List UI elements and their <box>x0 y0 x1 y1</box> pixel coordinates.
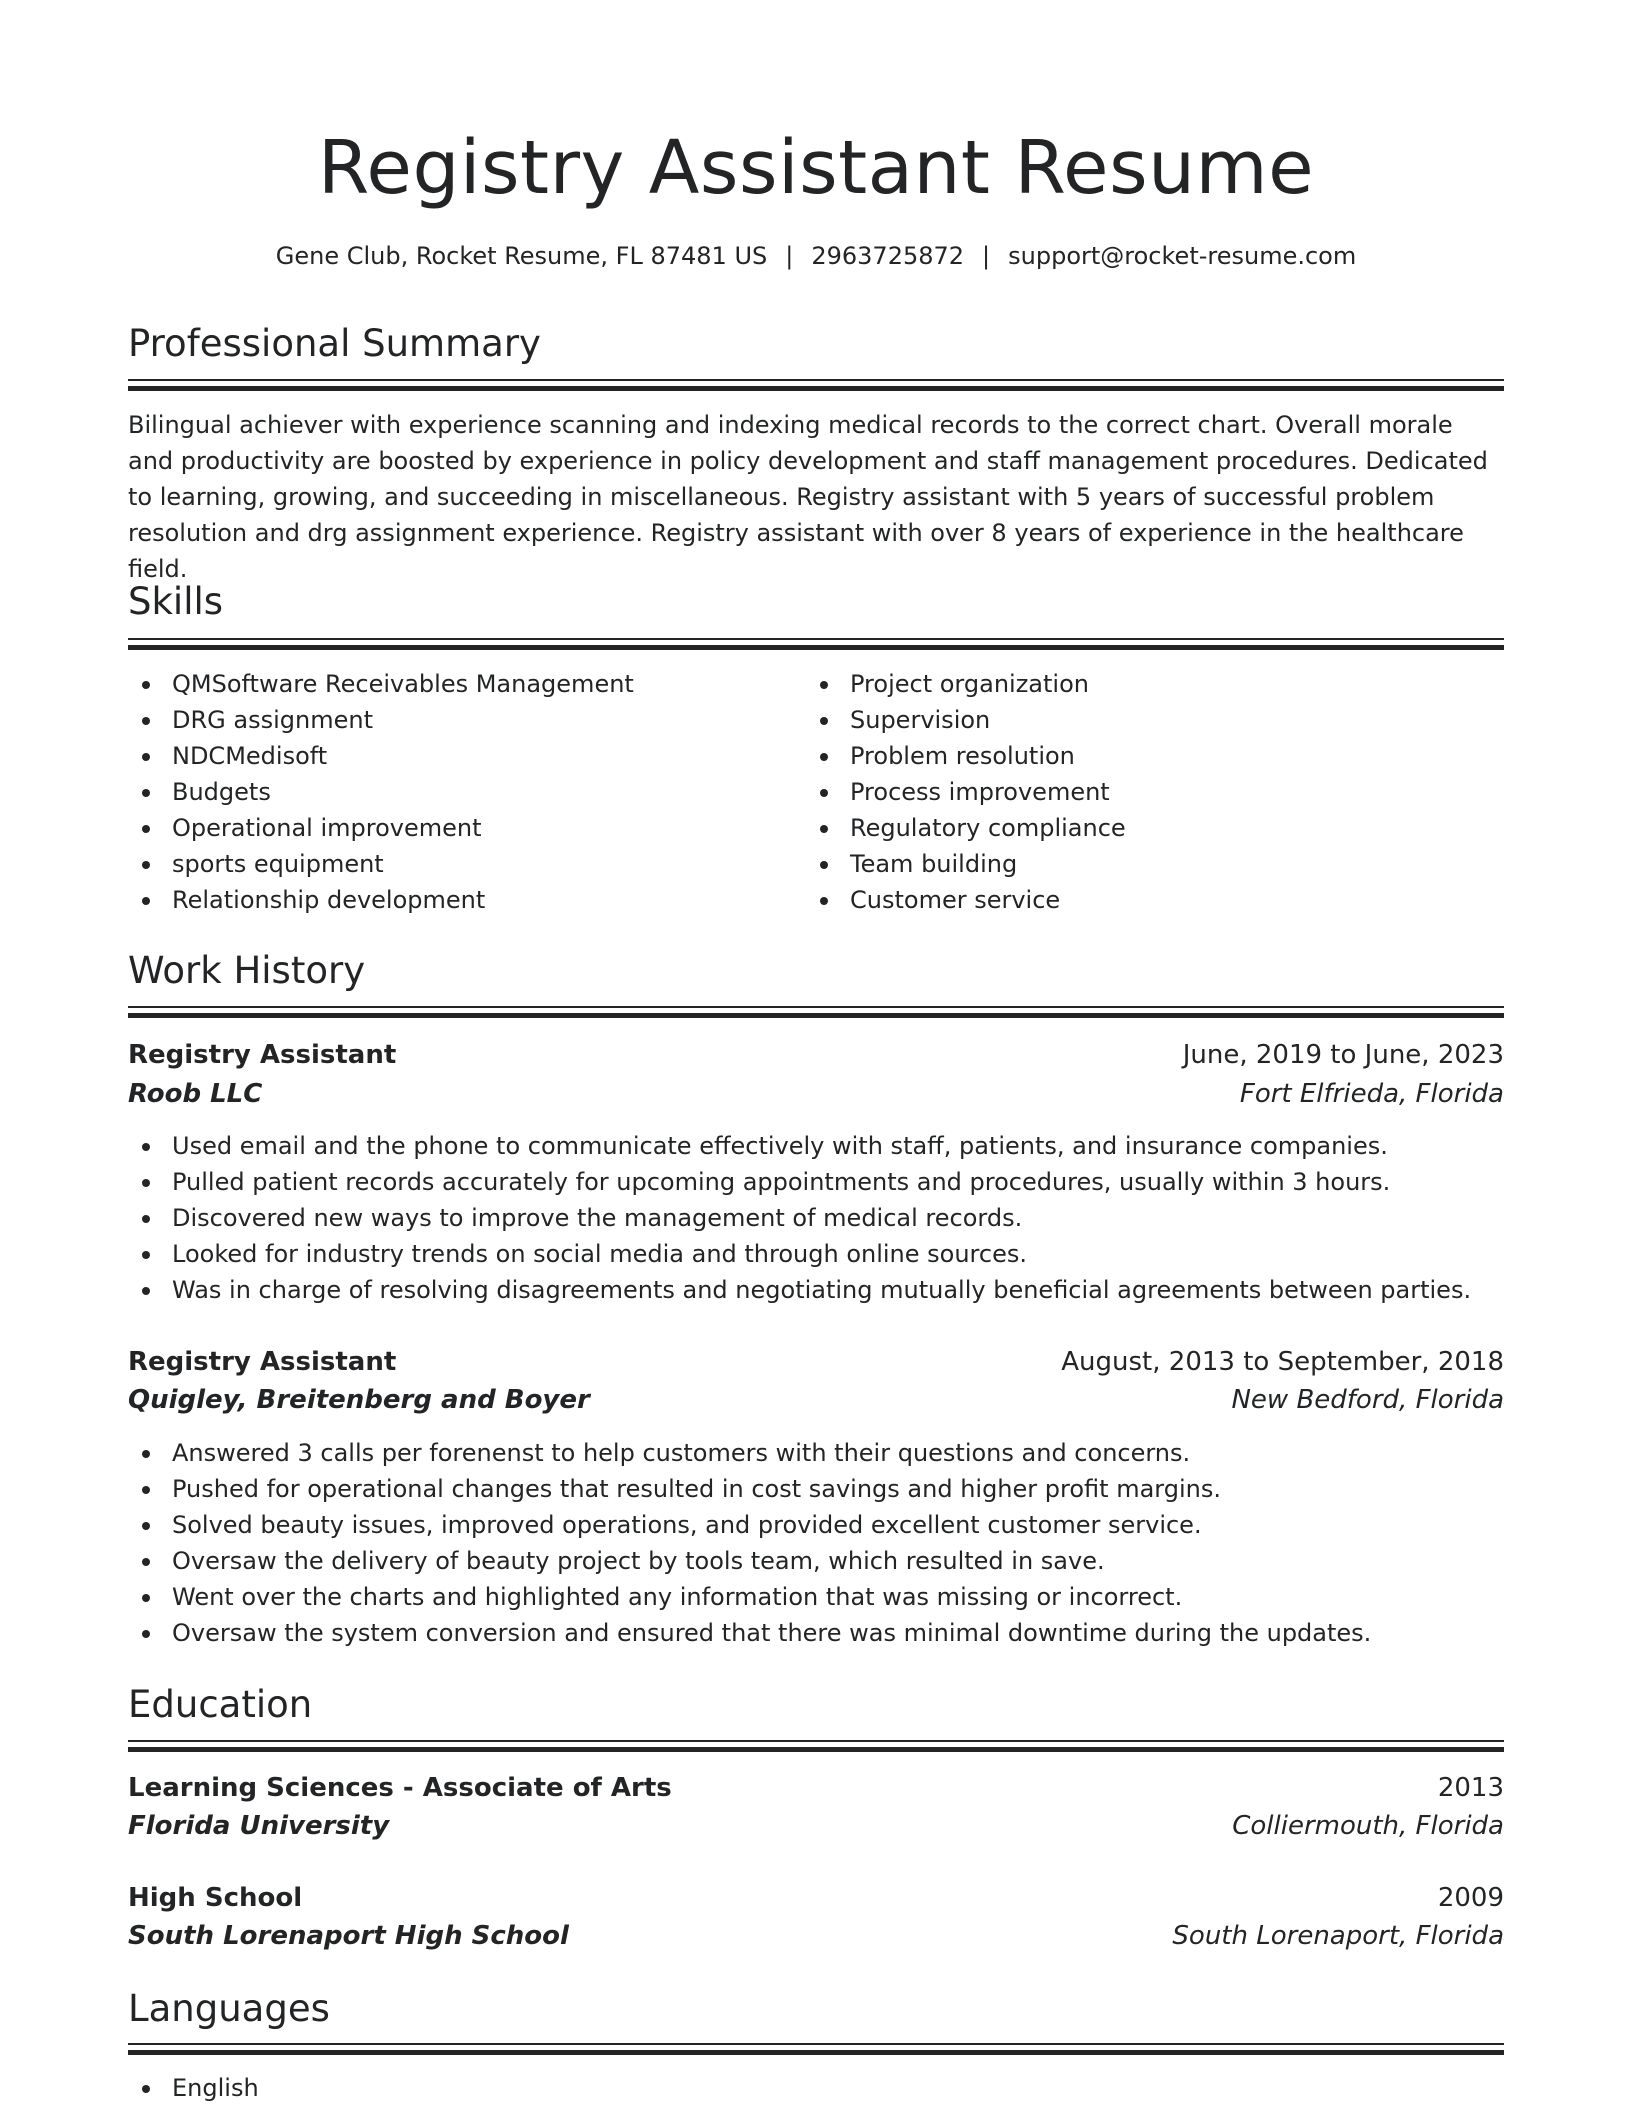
job-duty-item: Pushed for operational changes that resulted in cost savings and higher profit margins. <box>128 1471 1371 1507</box>
education-degree: Learning Sciences - Associate of Arts <box>128 1773 672 1803</box>
job-company: Roob LLC <box>128 1079 263 1109</box>
education-location: Colliermouth, Florida <box>1232 1811 1504 1841</box>
skill-item: sports equipment <box>128 846 634 882</box>
job-duty-item: Went over the charts and highlighted any information that was missing or incorrect. <box>128 1579 1371 1615</box>
skill-item: Operational improvement <box>128 810 634 846</box>
job-duty-item: Answered 3 calls per forenenst to help customers with their questions and concerns. <box>128 1435 1371 1471</box>
skill-item: QMSoftware Receivables Management <box>128 666 634 702</box>
education-year: 2013 <box>1437 1773 1504 1803</box>
job-location: Fort Elfrieda, Florida <box>1239 1079 1504 1109</box>
skill-item: Project organization <box>806 666 1126 702</box>
education-header <box>128 1769 1504 1807</box>
skills-list-left <box>128 666 634 918</box>
education-school: South Lorenaport High School <box>128 1921 569 1951</box>
contact-address: Gene Club, Rocket Resume, FL 87481 US <box>275 242 768 270</box>
skill-item: Regulatory compliance <box>806 810 1126 846</box>
section-divider <box>128 1740 1504 1752</box>
language-item: English <box>128 2070 259 2106</box>
summary-text: Bilingual achiever with experience scanning and indexing medical records to the correct chart. Overall morale and productivity are boosted by experience in policy development and staff management procedures. Dedicated to learning, growing, and succeeding in miscellaneous. Registry assistant with 5 years of successful problem resolution and drg assignment experience. Registry assistant with over 8 years of experience in the healthcare field. <box>128 411 1488 583</box>
skill-item: Process improvement <box>806 774 1126 810</box>
job-dates: August, 2013 to September, 2018 <box>1061 1347 1504 1377</box>
section-heading-work-history: Work History <box>128 949 366 992</box>
education-year: 2009 <box>1437 1883 1504 1913</box>
languages-list <box>128 2070 259 2106</box>
job-duty-item: Oversaw the system conversion and ensured that there was minimal downtime during the updates. <box>128 1615 1371 1651</box>
job-employer <box>128 1075 1504 1113</box>
job-duties-list <box>128 1435 1371 1651</box>
job-duty-item: Looked for industry trends on social media and through online sources. <box>128 1236 1471 1272</box>
contact-separator: | <box>982 242 991 270</box>
section-divider <box>128 2043 1504 2055</box>
education-location: South Lorenaport, Florida <box>1172 1921 1504 1951</box>
contact-separator: | <box>785 242 794 270</box>
job-title: Registry Assistant <box>128 1347 397 1377</box>
job-header <box>128 1343 1504 1381</box>
job-employer <box>128 1381 1504 1419</box>
skill-item: Team building <box>806 846 1126 882</box>
skill-item: NDCMedisoft <box>128 738 634 774</box>
skill-item: DRG assignment <box>128 702 634 738</box>
job-header <box>128 1036 1504 1074</box>
section-divider <box>128 638 1504 650</box>
resume-title: Registry Assistant Resume <box>317 125 1315 211</box>
section-divider <box>128 1006 1504 1018</box>
section-heading-education: Education <box>128 1683 313 1726</box>
education-school-row <box>128 1807 1504 1845</box>
contact-phone: 2963725872 <box>811 242 965 270</box>
section-heading-skills: Skills <box>128 580 224 623</box>
job-title: Registry Assistant <box>128 1040 397 1070</box>
contact-email: support@rocket-resume.com <box>1008 242 1357 270</box>
education-school-row <box>128 1917 1504 1955</box>
section-heading-summary: Professional Summary <box>128 322 541 365</box>
job-duty-item: Discovered new ways to improve the management of medical records. <box>128 1200 1471 1236</box>
job-duty-item: Used email and the phone to communicate effectively with staff, patients, and insurance companies. <box>128 1128 1471 1164</box>
job-duty-item: Solved beauty issues, improved operations, and provided excellent customer service. <box>128 1507 1371 1543</box>
skill-item: Budgets <box>128 774 634 810</box>
education-school: Florida University <box>128 1811 390 1841</box>
education-header <box>128 1879 1504 1917</box>
skill-item: Problem resolution <box>806 738 1126 774</box>
job-company: Quigley, Breitenberg and Boyer <box>128 1385 590 1415</box>
job-dates: June, 2019 to June, 2023 <box>1182 1040 1504 1070</box>
skill-item: Supervision <box>806 702 1126 738</box>
education-degree: High School <box>128 1883 303 1913</box>
skills-list-right <box>806 666 1126 918</box>
section-divider <box>128 379 1504 391</box>
job-location: New Bedford, Florida <box>1231 1385 1504 1415</box>
job-duty-item: Was in charge of resolving disagreements and negotiating mutually beneficial agreements between parties. <box>128 1272 1471 1308</box>
skill-item: Relationship development <box>128 882 634 918</box>
section-heading-languages: Languages <box>128 1987 330 2030</box>
job-duties-list <box>128 1128 1471 1308</box>
job-duty-item: Pulled patient records accurately for upcoming appointments and procedures, usually within 3 hours. <box>128 1164 1471 1200</box>
job-duty-item: Oversaw the delivery of beauty project by tools team, which resulted in save. <box>128 1543 1371 1579</box>
contact-line <box>128 238 1504 274</box>
skill-item: Customer service <box>806 882 1126 918</box>
